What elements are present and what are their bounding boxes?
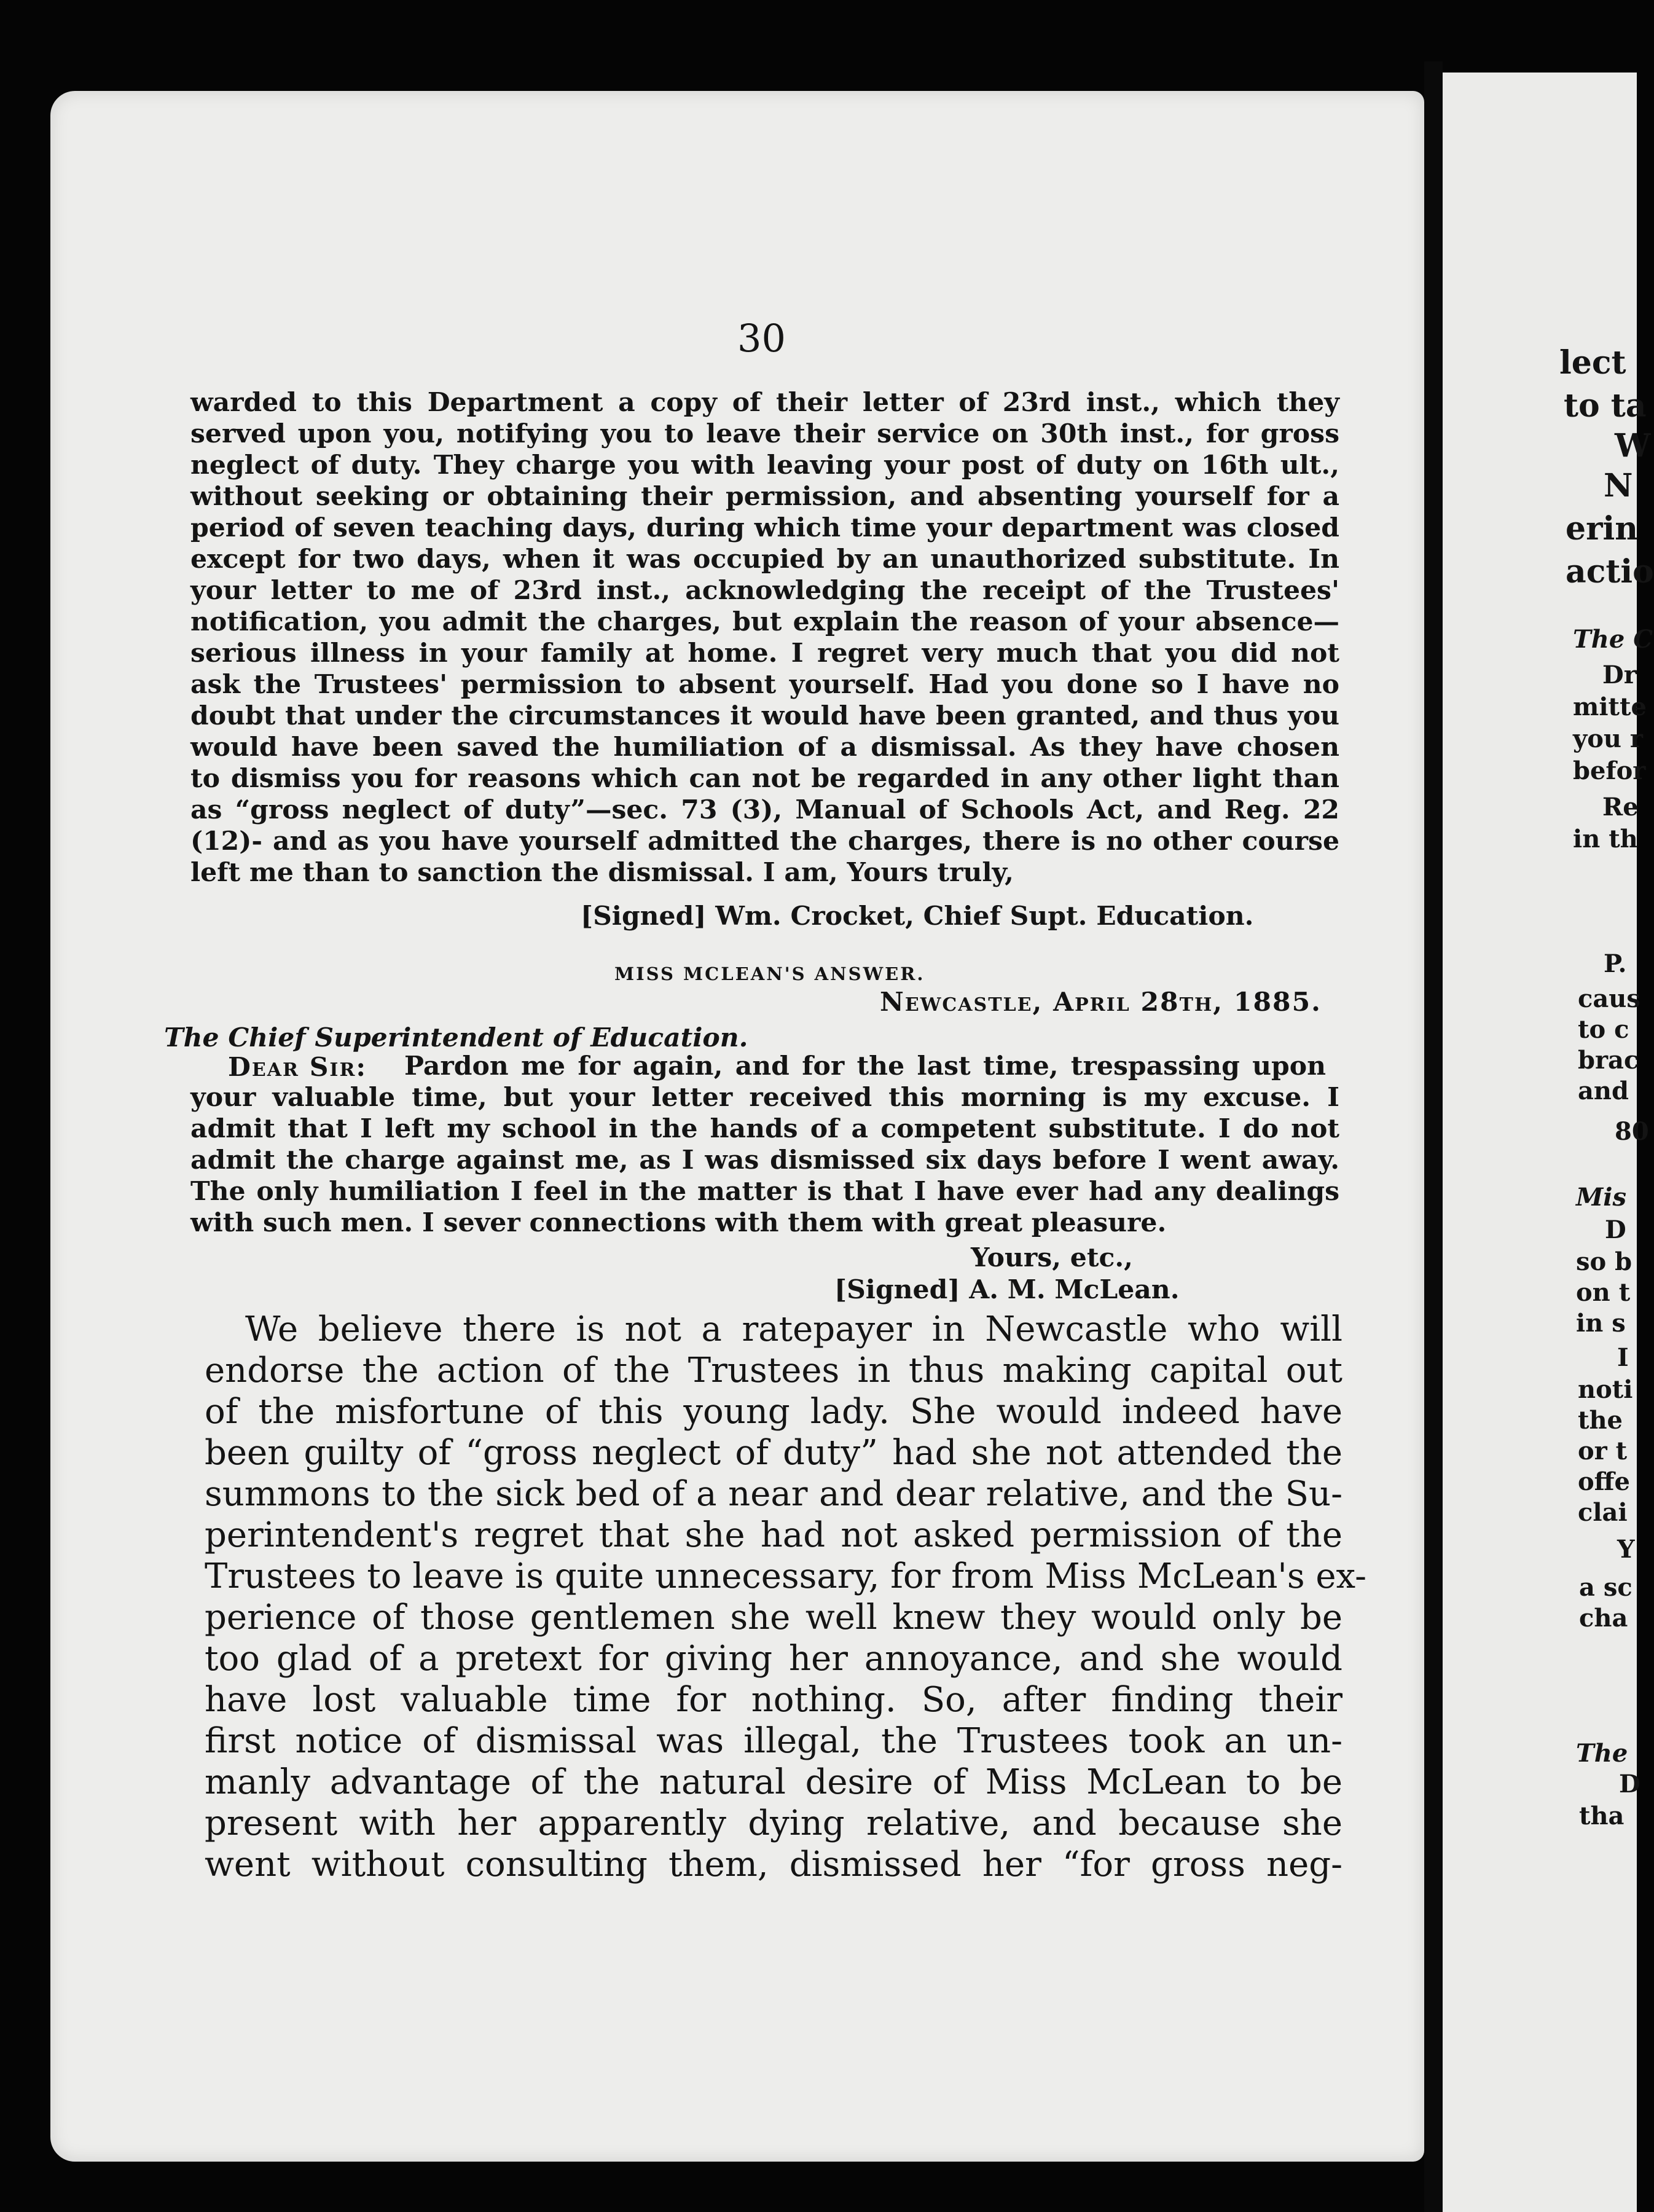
next-page-fragment: in s bbox=[1576, 1309, 1626, 1338]
letter-line: warded to this Department a copy of their letter of 23rd inst., which they bbox=[190, 387, 1339, 418]
answer-line: admit that I left my school in the hands of a competent substitute. I do not bbox=[190, 1113, 1339, 1144]
letter-line: without seeking or obtaining their permission, and absenting yourself for a bbox=[190, 481, 1339, 512]
next-page-fragment: to ta bbox=[1564, 387, 1647, 425]
next-page-fragment: The bbox=[1576, 1739, 1628, 1768]
next-page-fragment: I bbox=[1617, 1343, 1629, 1372]
next-page-fragment: lect bbox=[1559, 344, 1626, 382]
next-page-fragment: Y bbox=[1617, 1535, 1635, 1564]
next-page-fragment: P. bbox=[1604, 949, 1627, 978]
next-page-fragment: so b bbox=[1576, 1247, 1632, 1276]
answer-heading: MISS MCLEAN'S ANSWER. bbox=[614, 963, 925, 984]
answer-line: Pardon me for again, and for the last time, trespassing upon bbox=[404, 1051, 1326, 1081]
letter-signature: [Signed] Wm. Crocket, Chief Supt. Education. bbox=[581, 901, 1254, 931]
next-page-fragment: or t bbox=[1578, 1437, 1628, 1465]
editorial-line: perience of those gentlemen she well knew they would only be bbox=[205, 1598, 1342, 1637]
next-page-fragment: 80 bbox=[1615, 1117, 1649, 1146]
letter-line: except for two days, when it was occupied by an unauthorized substitute. In bbox=[190, 544, 1339, 575]
page-gutter bbox=[1424, 61, 1443, 2212]
editorial-line: manly advantage of the natural desire of Miss McLean to be bbox=[205, 1762, 1342, 1802]
next-page-fragment: erin bbox=[1566, 510, 1639, 547]
editorial-line: of the misfortune of this young lady. She would indeed have bbox=[205, 1392, 1342, 1432]
next-page-fragment: the bbox=[1578, 1406, 1623, 1435]
page-number: 30 bbox=[737, 316, 786, 361]
next-page-fragment: you r bbox=[1573, 724, 1644, 753]
next-page-fragment: to c bbox=[1578, 1015, 1629, 1044]
next-page-fragment: offe bbox=[1578, 1467, 1630, 1496]
next-page-fragment: in th bbox=[1573, 825, 1638, 853]
editorial-line: Trustees to leave is quite unnecessary, for from Miss McLean's ex- bbox=[205, 1556, 1367, 1596]
editorial-line: perintendent's regret that she had not asked permission of the bbox=[205, 1515, 1342, 1555]
answer-closing: Yours, etc., bbox=[971, 1242, 1133, 1273]
next-page-fragment: on t bbox=[1576, 1278, 1631, 1307]
answer-line: The only humiliation I feel in the matter is that I have ever had any dealings bbox=[190, 1176, 1339, 1207]
next-page-fragment: Re bbox=[1602, 793, 1639, 822]
next-page-fragment: D bbox=[1619, 1770, 1640, 1798]
next-page-fragment: brac bbox=[1578, 1046, 1639, 1075]
next-page-fragment: noti bbox=[1578, 1375, 1633, 1404]
next-page-fragment: Dr bbox=[1602, 661, 1637, 689]
editorial-line: endorse the action of the Trustees in thus making capital out bbox=[205, 1351, 1342, 1390]
editorial-line: went without consulting them, dismissed her “for gross neg- bbox=[205, 1845, 1342, 1885]
answer-salutation: Dear Sir: bbox=[228, 1052, 367, 1083]
letter-line: doubt that under the circumstances it would have been granted, and thus you bbox=[190, 700, 1339, 731]
next-page-fragment: caus bbox=[1578, 984, 1640, 1013]
answer-line: admit the charge against me, as I was dismissed six days before I went away. bbox=[190, 1145, 1339, 1175]
answer-line: your valuable time, but your letter received this morning is my excuse. I bbox=[190, 1082, 1339, 1113]
letter-line: notification, you admit the charges, but explain the reason of your absence— bbox=[190, 606, 1339, 637]
answer-line: with such men. I sever connections with them with great pleasure. bbox=[190, 1207, 1167, 1238]
letter-line: ask the Trustees' permission to absent yourself. Had you done so I have no bbox=[190, 669, 1339, 700]
next-page-fragment: clai bbox=[1578, 1498, 1628, 1527]
answer-signature: [Signed] A. M. McLean. bbox=[834, 1274, 1180, 1305]
next-page-fragment: befor bbox=[1573, 756, 1646, 785]
answer-dateline: Newcastle, April 28th, 1885. bbox=[880, 987, 1322, 1018]
letter-line: as “gross neglect of duty”—sec. 73 (3), Manual of Schools Act, and Reg. 22 bbox=[190, 794, 1339, 825]
answer-addressee: The Chief Superintendent of Education. bbox=[164, 1022, 748, 1053]
letter-line: period of seven teaching days, during which time your department was closed bbox=[190, 512, 1339, 543]
editorial-line: been guilty of “gross neglect of duty” had she not attended the bbox=[205, 1433, 1342, 1473]
next-page-fragment: Mis bbox=[1576, 1183, 1626, 1212]
next-page-fragment: mitte bbox=[1573, 692, 1647, 721]
letter-line: (12)- and as you have yourself admitted the charges, there is no other course bbox=[190, 826, 1339, 857]
next-page-fragment: N bbox=[1604, 467, 1633, 504]
next-page-fragment: actio bbox=[1566, 553, 1654, 590]
letter-line: would have been saved the humiliation of a dismissal. As they have chosen bbox=[190, 732, 1339, 763]
next-page-fragment: tha bbox=[1579, 1802, 1625, 1830]
letter-line: to dismiss you for reasons which can not be regarded in any other light than bbox=[190, 763, 1339, 794]
next-page-fragment: D bbox=[1605, 1215, 1626, 1244]
editorial-line: have lost valuable time for nothing. So, after finding their bbox=[205, 1680, 1342, 1720]
next-page-fragment: The C bbox=[1573, 625, 1653, 654]
editorial-line: We believe there is not a ratepayer in Newcastle who will bbox=[245, 1309, 1342, 1349]
letter-line: served upon you, notifying you to leave their service on 30th inst., for gross bbox=[190, 418, 1339, 449]
editorial-line: present with her apparently dying relative, and because she bbox=[205, 1803, 1342, 1843]
letter-line: left me than to sanction the dismissal. I am, Yours truly, bbox=[190, 857, 1014, 888]
next-page-fragment: and bbox=[1578, 1077, 1629, 1105]
letter-line: your letter to me of 23rd inst., acknowledging the receipt of the Trustees' bbox=[190, 575, 1339, 606]
editorial-line: too glad of a pretext for giving her annoyance, and she would bbox=[205, 1639, 1342, 1679]
editorial-line: first notice of dismissal was illegal, the Trustees took an un- bbox=[205, 1721, 1342, 1761]
next-page-fragment: W bbox=[1615, 427, 1651, 465]
letter-line: serious illness in your family at home. I regret very much that you did not bbox=[190, 638, 1339, 669]
editorial-line: summons to the sick bed of a near and dear relative, and the Su- bbox=[205, 1474, 1342, 1514]
next-page-fragment: a sc bbox=[1579, 1573, 1632, 1602]
letter-line: neglect of duty. They charge you with leaving your post of duty on 16th ult., bbox=[190, 450, 1339, 480]
next-page-fragment: cha bbox=[1579, 1604, 1628, 1633]
